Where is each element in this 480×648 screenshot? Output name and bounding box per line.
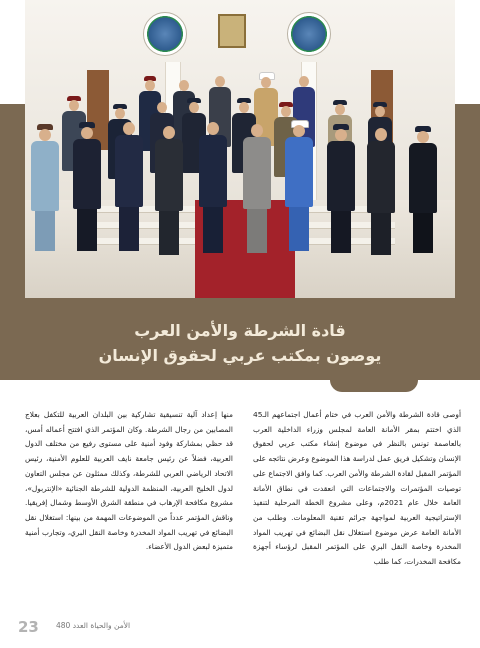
arab-interior-council-emblem-left <box>143 12 187 56</box>
framed-portrait <box>218 14 246 48</box>
group-photo <box>25 0 455 298</box>
article-column-right: أوصى قادة الشرطة والأمن العرب في ختام أعمال اجتماعهم الـ45 الذي اختتم بمقر الأمانة العامة لمجلس وزراء الداخلية العرب بالعاصمة تونس بالنظر في موضوع إنشاء مكتب عربي لحقوق الإنسان وتشكيل فريق عمل لدراسة هذا الموضوع وعرض نتائجه على المؤتمر المقبل لقادة الشرطة والأمن العرب. كما وافق الاجتماع على توصيات المؤتمرات والاجتماعات التي انعقدت في نطاق الأمانة العامة خلال عام 2021م، وعلى مشروع الخطة المرحلية لتنفيذ الإستراتيجية العربية لمواجهة جرائم تقنية المعلومات. وطلب من الأمانة العامة عرض موضوع استغلال نقل البضائع في تهريب المواد المخدرة وخاصة النقل البري على المؤتمر المقبل لرؤساء أجهزة مكافحة المخدرات، كما طلب <box>253 410 461 567</box>
article-headline <box>0 318 480 378</box>
page-footer <box>18 618 218 636</box>
decorative-tab <box>330 380 418 392</box>
article-column-left: منها إعداد آلية تنسيقية تشاركية بين البلدان العربية للتكفل بعلاج المصابين من رجال الشرطة. وكان المؤتمر الذي افتتح أعماله أمس، قد حظي بمشاركة وفود أمنية على مستوى رفيع من مختلف الدول العربية، فضلاً عن رئيس جامعة نايف العربية للعلوم الأمنية، رئيس الاتحاد الرياضي العربي للشرطة، وكذلك ممثلون عن مجلس التعاون لدول الخليج العربية، المنظمة الدولية للشرطة الجنائية «الإنتربول»، مشروع مكافحة الإرهاب في منطقة الشرق الأوسط وشمال إفريقيا. وناقش المؤتمر عدداً من الموضوعات المهمة من بينها: استغلال نقل البضائع في تهريب المواد المخدرة وخاصة النقل البري، وتجارب أمنية متميزة لبعض الدول الأعضاء. <box>25 410 233 552</box>
magazine-issue-label: الأمن والحياة العدد 480 <box>56 621 131 630</box>
arab-interior-council-emblem-right <box>287 12 331 56</box>
headline-line-1: قادة الشرطة والأمن العرب <box>134 321 346 340</box>
headline-line-2: يوصون بمكتب عربي لحقوق الإنسان <box>98 346 382 365</box>
page-number: 23 <box>18 618 39 636</box>
